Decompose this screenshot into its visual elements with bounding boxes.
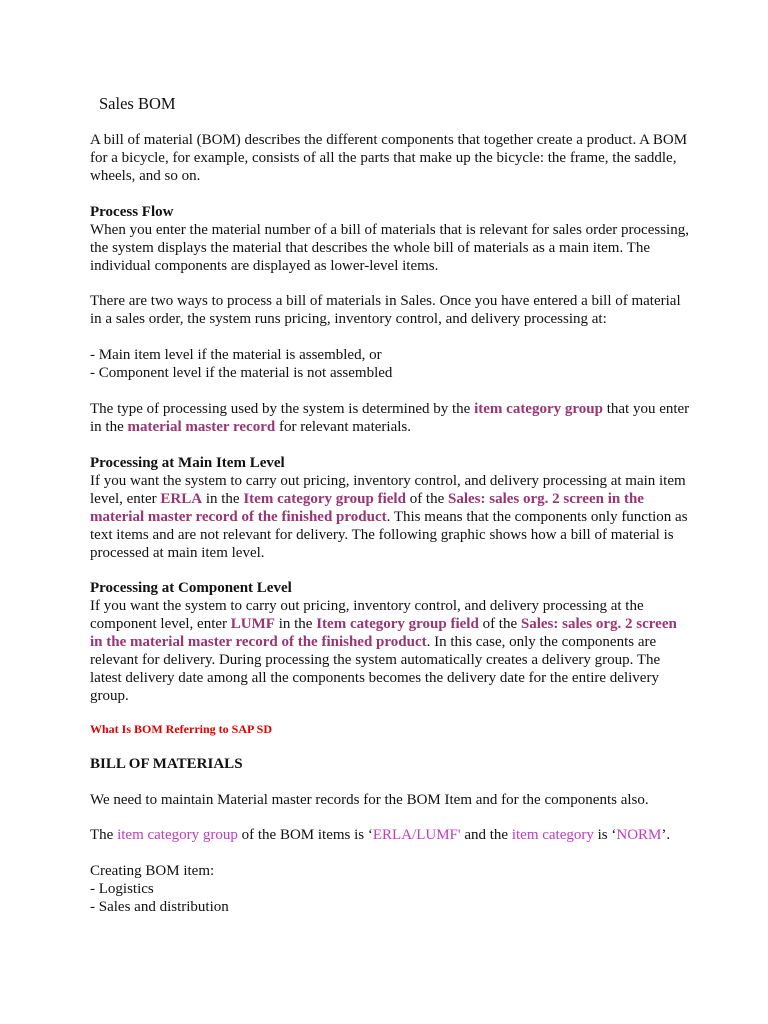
text-run: . This means that the components only function as text items and are not relevant for delivery. The following graphic shows how a bill of material is processed at main item level. <box>90 509 688 561</box>
text-run: that you enter in the <box>90 401 690 435</box>
text-run: . In this case, only the components are relevant for delivery. During processing the system automatically creates a delivery group. The latest delivery date among all the components becomes the delivery date for the entire delivery group. <box>90 634 661 704</box>
item-category-paragraph <box>90 826 690 844</box>
list-item: - Sales and distribution <box>90 899 229 915</box>
item-category-group-field-keyword: Item category group field <box>243 491 406 507</box>
erla-lumf-link[interactable]: ERLA/LUMF' <box>372 827 461 843</box>
list-item: - Component level if the material is not assembled <box>90 365 393 381</box>
text-run: in the <box>274 616 317 632</box>
sales-org-screen-keyword: Sales: sales org. 2 screen in the material master record of the finished product <box>90 491 644 525</box>
levels-list <box>90 346 690 382</box>
erla-keyword: ERLA <box>160 491 203 507</box>
text-run: for relevant materials. <box>275 419 411 435</box>
bill-of-materials-heading: BILL OF MATERIALS <box>90 756 243 772</box>
creating-bom-section <box>90 862 690 916</box>
text-run: and the <box>460 827 512 843</box>
material-master-record-link[interactable]: material master record <box>127 419 276 435</box>
text-run: The <box>90 827 118 843</box>
intro-paragraph: A bill of material (BOM) describes the different components that together create a product. A BOM for a bicycle, for example, consists of all the parts that make up the bicycle: the frame, the saddle, wheels, and so on. <box>90 132 688 184</box>
text-run: is ‘ <box>593 827 617 843</box>
item-category-group-link[interactable]: item category group <box>474 401 603 417</box>
bom-sap-sd-heading: What Is BOM Referring to SAP SD <box>90 722 272 736</box>
item-category-group-field-keyword: Item category group field <box>316 616 479 632</box>
list-item: - Main item level if the material is assembled, or <box>90 347 382 363</box>
norm-link[interactable]: NORM <box>616 827 662 843</box>
creating-bom-heading: Creating BOM item: <box>90 863 215 879</box>
component-heading: Processing at Component Level <box>90 580 292 596</box>
text-run: in the <box>202 491 244 507</box>
text-run: of the <box>405 491 449 507</box>
main-item-text <box>90 472 690 562</box>
type-processing-paragraph <box>90 400 690 436</box>
text-run: The type of processing used by the system is determined by the <box>90 401 475 417</box>
text-run: of the BOM items is ‘ <box>237 827 373 843</box>
process-flow-text: When you enter the material number of a bill of materials that is relevant for sales order processing, the system displays the material that describes the whole bill of materials as a main item. The individual components are displayed as lower-level items. <box>90 222 689 274</box>
lumf-keyword: LUMF <box>230 616 275 632</box>
page-title: Sales BOM <box>99 94 176 113</box>
item-category-link[interactable]: item category <box>511 827 594 843</box>
process-flow-section <box>90 203 690 275</box>
maintain-paragraph: We need to maintain Material master records for the BOM Item and for the components also. <box>90 792 649 808</box>
text-run: of the <box>478 616 521 632</box>
main-item-section <box>90 454 690 562</box>
sales-org-screen-keyword: Sales: sales org. 2 screen in the material master record of the finished product <box>90 616 677 650</box>
two-ways-paragraph: There are two ways to process a bill of materials in Sales. Once you have entered a bill of material in a sales order, the system runs pricing, inventory control, and delivery processing at: <box>90 293 681 327</box>
text-run: ’. <box>661 827 671 843</box>
list-item: - Logistics <box>90 881 154 897</box>
main-item-heading: Processing at Main Item Level <box>90 455 285 471</box>
process-flow-heading: Process Flow <box>90 204 174 220</box>
text-run: If you want the system to carry out pricing, inventory control, and delivery processing at main item level, enter <box>90 473 686 507</box>
component-section <box>90 579 690 705</box>
component-text <box>90 597 690 705</box>
item-category-group-link[interactable]: item category group <box>117 827 238 843</box>
text-run: If you want the system to carry out pricing, inventory control, and delivery processing at the component level, enter <box>90 598 644 632</box>
